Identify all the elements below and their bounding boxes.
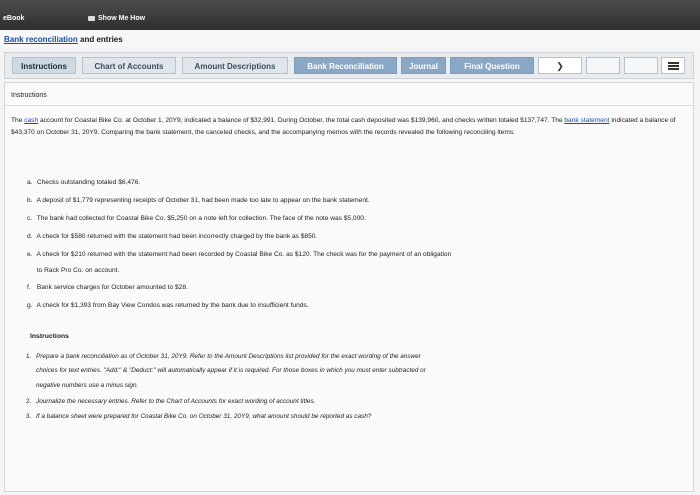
- show-me-how-button[interactable]: [88, 15, 145, 22]
- list-item: 2. Journalize the necessary entries. Refer to the Chart of Accounts for exact wording of account titles.: [26, 398, 316, 405]
- tab-amount-descriptions[interactable]: Amount Descriptions: [182, 57, 288, 74]
- list-item: c. The bank had collected for Coastal Bike Co. $5,250 on a note left for collection. The face of the note was $5,000.: [27, 215, 366, 222]
- page-title-rest: and entries: [77, 35, 123, 44]
- panel-heading: Instructions: [11, 92, 47, 99]
- list-item: f. Bank service charges for October amounted to $28.: [27, 284, 188, 291]
- list-item: a. Checks outstanding totaled $6,476.: [27, 179, 141, 186]
- list-item: to Rack Pro Co. on account.: [36, 267, 120, 274]
- ebook-link[interactable]: eBook: [3, 15, 25, 22]
- panel-header: [5, 83, 693, 106]
- tab-bank-reconciliation[interactable]: Bank Reconciliation: [294, 57, 397, 74]
- instructions-panel: [4, 82, 694, 492]
- title-bar: [0, 30, 700, 48]
- tab-blank-1: [586, 57, 620, 74]
- list-item: b. A deposit of $1,779 representing receipts of October 31, had been made too late to appear on the bank statement.: [27, 197, 370, 204]
- video-icon: [88, 16, 95, 21]
- sub-heading: Instructions: [30, 333, 69, 340]
- chevron-down-icon[interactable]: ❯: [538, 57, 582, 74]
- tab-instructions[interactable]: Instructions: [12, 57, 76, 74]
- bank-statement-link[interactable]: bank statement: [564, 117, 610, 124]
- tab-final-question[interactable]: Final Question: [450, 57, 534, 74]
- list-item: e. A check for $210 returned with the statement had been recorded by Coastal Bike Co. as $120. The check was for the payment of an obligation: [27, 251, 452, 258]
- tab-bar: [4, 52, 694, 79]
- list-item: g. A check for $1,393 from Bay View Condos was returned by the bank due to insufficient funds.: [27, 302, 309, 309]
- top-bar: [0, 0, 700, 30]
- list-item: negative numbers use a minus sign.: [36, 382, 139, 389]
- show-me-how-label: Show Me How: [98, 15, 146, 22]
- list-item: choices for text entries. "Add:" & "Deduct:" will automatically appear if it is required. For those boxes in which you must enter subtracted or: [36, 367, 426, 374]
- list-item: 1. Prepare a bank reconciliation as of October 31, 20Y9. Refer to the Amount Descriptions list provided for the exact wording of the answer: [26, 353, 421, 360]
- tab-blank-2: [624, 57, 658, 74]
- list-item: 3. If a balance sheet were prepared for Coastal Bike Co. on October 31, 20Y9, what amount should be reported as cash?: [26, 413, 372, 420]
- tab-chart-of-accounts[interactable]: Chart of Accounts: [82, 57, 176, 74]
- cash-link[interactable]: cash: [24, 117, 39, 124]
- tab-journal[interactable]: Journal: [401, 57, 446, 74]
- bank-reconciliation-link[interactable]: Bank reconciliation: [4, 35, 78, 44]
- grid-menu-icon[interactable]: [661, 57, 685, 74]
- problem-paragraph: The cash account for Coastal Bike Co. at October 1, 20Y9, indicated a balance of $32,991. During October, the total cash deposited was $139,960, and checks written totaled $137,747. The bank statement indicated a balance of $43,370 on October 31, 20Y9. Comparing the bank statement, the canceled checks, and the accompanying memos with the records revealed the following reconciling items:: [11, 117, 676, 136]
- page-title: [4, 35, 123, 44]
- list-item: d. A check for $580 returned with the statement had been incorrectly charged by the bank as $850.: [27, 233, 318, 240]
